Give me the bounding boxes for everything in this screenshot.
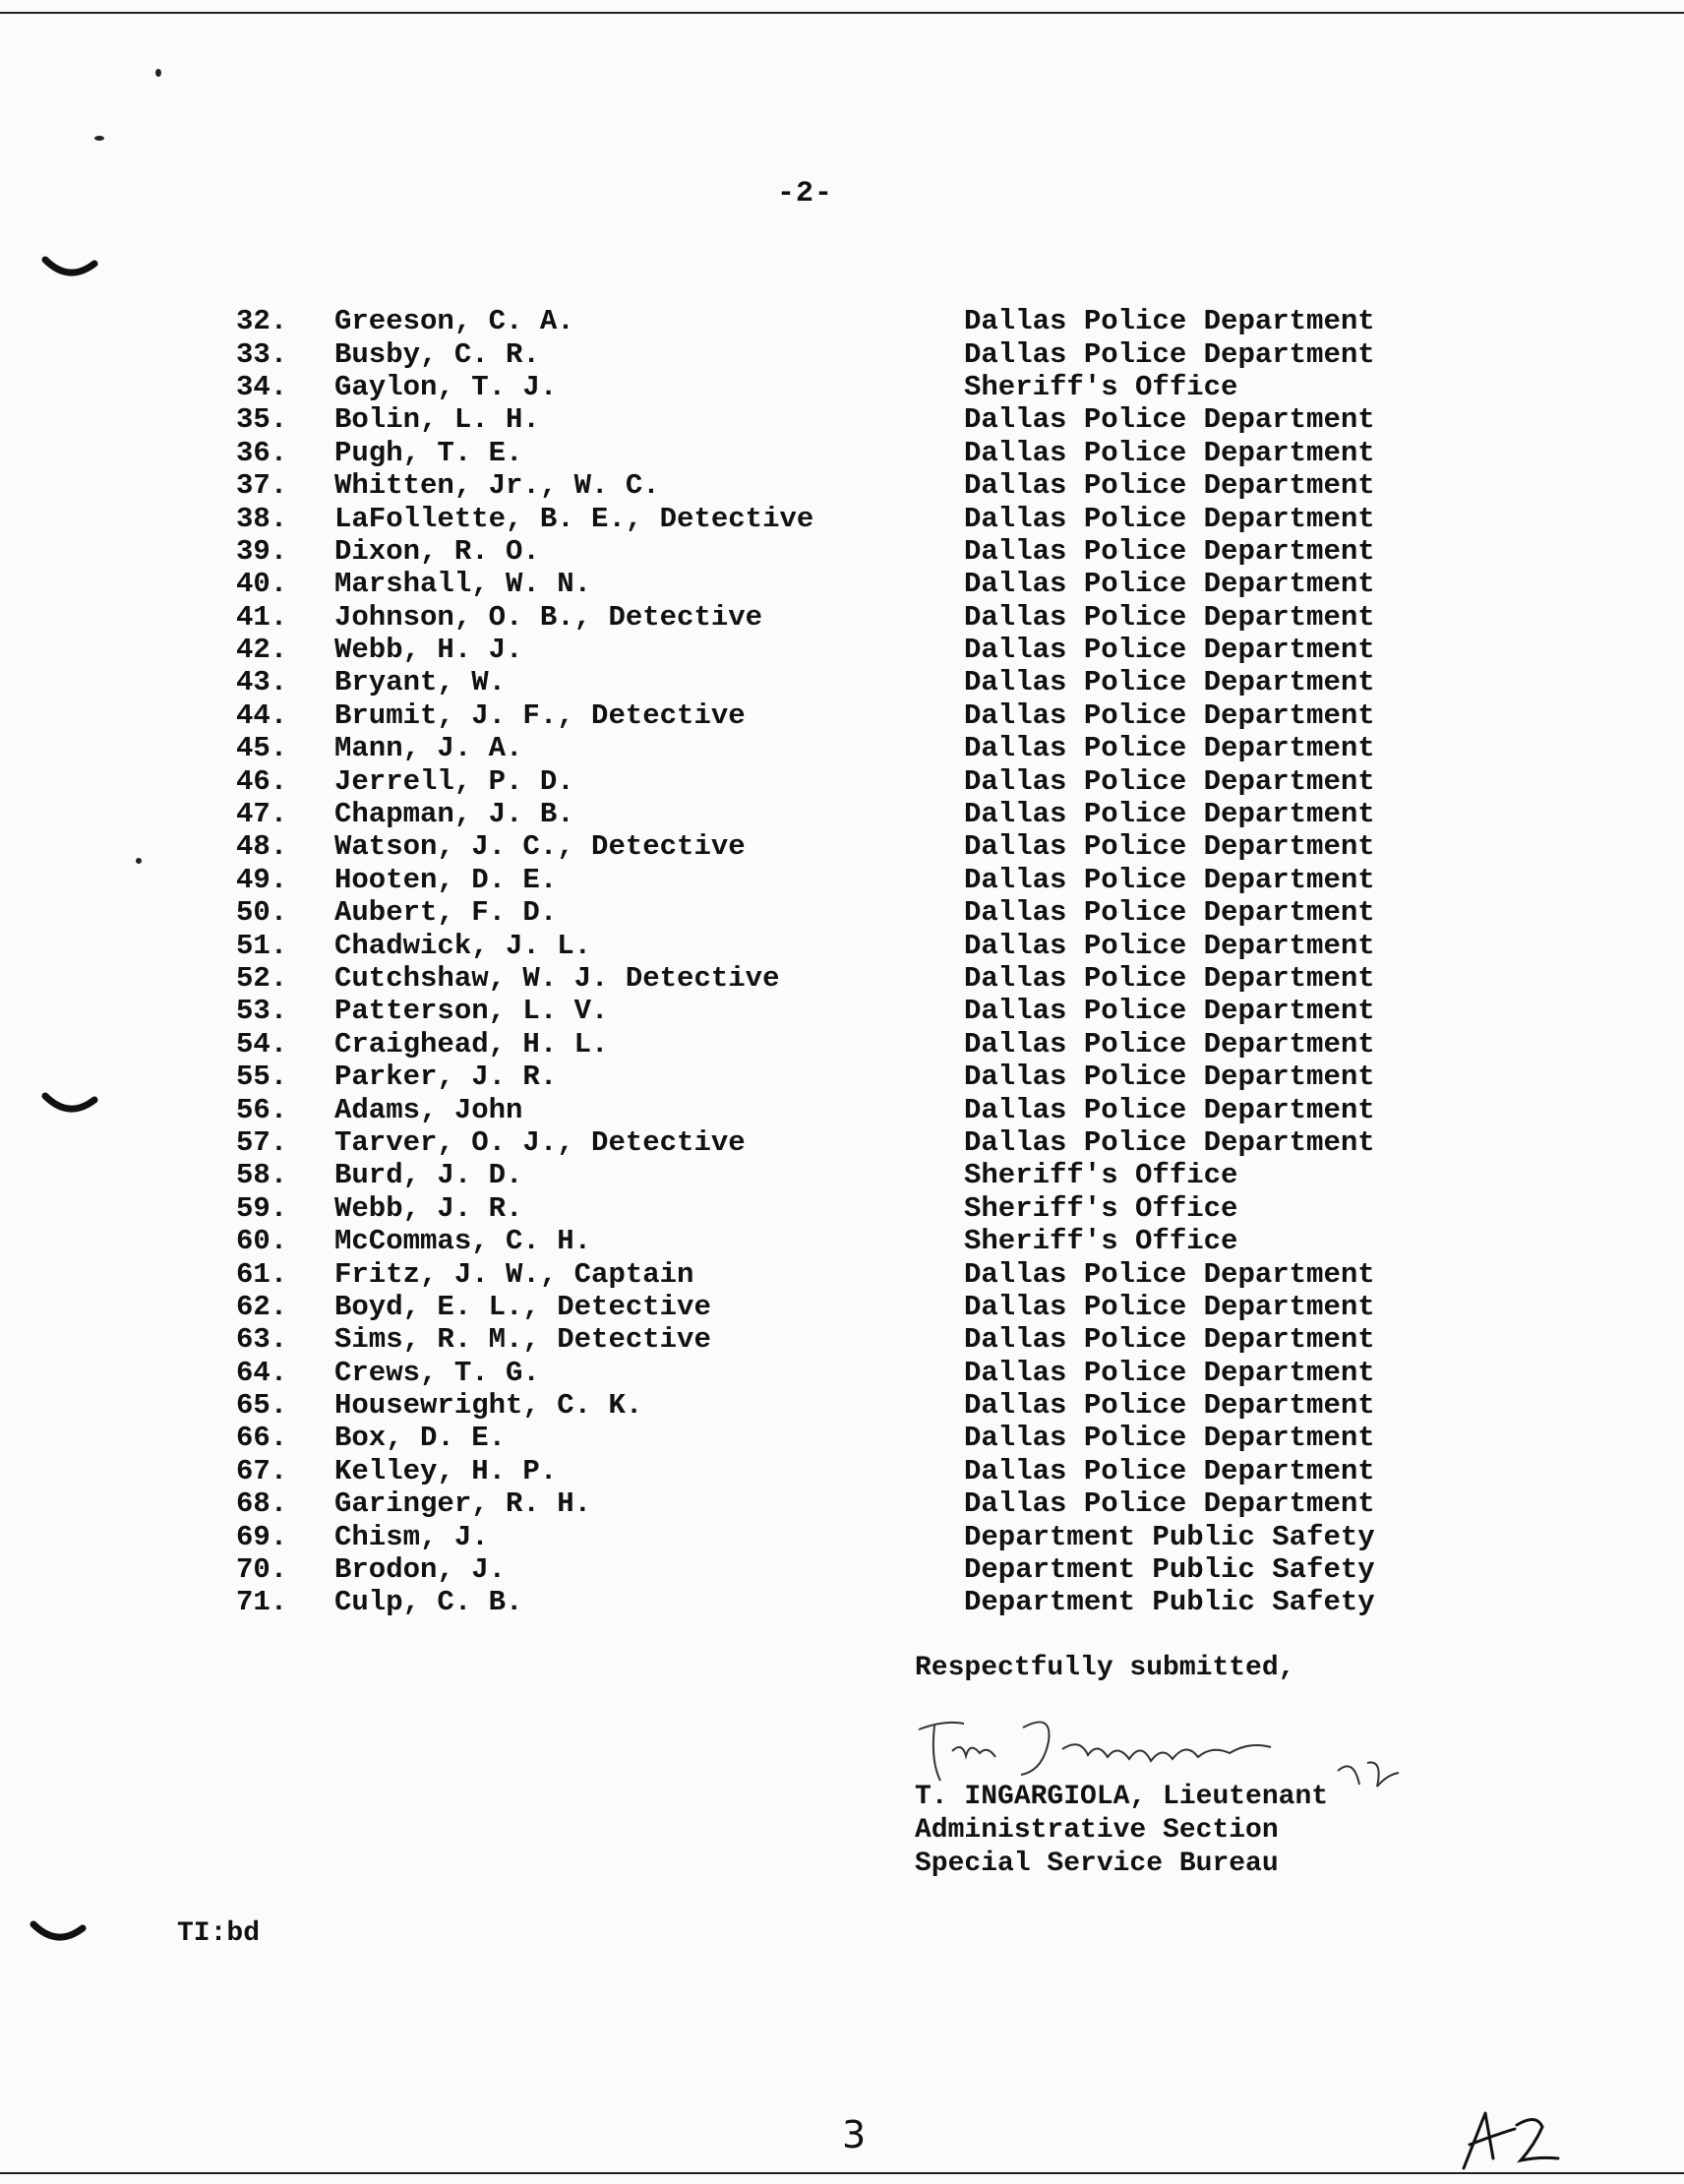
handwritten-a2-mark — [1456, 2105, 1564, 2174]
roster-agency: Dallas Police Department — [964, 896, 1375, 930]
roster-row — [236, 1028, 1436, 1061]
roster-number: 49. — [236, 863, 288, 896]
roster-number: 67. — [236, 1454, 288, 1487]
roster-number: 37. — [236, 469, 288, 503]
roster-agency: Dallas Police Department — [964, 1487, 1375, 1521]
roster-name: Bryant, W. — [334, 666, 507, 699]
roster-agency: Dallas Police Department — [964, 600, 1375, 634]
roster-number: 44. — [236, 698, 288, 732]
roster-row — [236, 929, 1436, 961]
roster-name: Busby, C. R. — [334, 337, 540, 371]
roster-number: 40. — [236, 568, 288, 601]
roster-agency: Dallas Police Department — [964, 962, 1375, 995]
roster-number: 52. — [236, 962, 288, 995]
roster-name: Fritz, J. W., Captain — [334, 1257, 694, 1291]
signer-name-title: T. INGARGIOLA, Lieutenant — [915, 1782, 1329, 1812]
roster-name: Johnson, O. B., Detective — [334, 600, 763, 634]
roster-number: 42. — [236, 634, 288, 667]
scan-speck — [155, 69, 161, 77]
roster-agency: Department Public Safety — [964, 1586, 1375, 1619]
roster-number: 39. — [236, 534, 288, 568]
roster-number: 55. — [236, 1061, 288, 1094]
roster-number: 47. — [236, 798, 288, 831]
roster-row — [236, 403, 1436, 436]
roster-name: Pugh, T. E. — [334, 436, 523, 469]
roster-row — [236, 502, 1436, 534]
roster-name: Housewright, C. K. — [334, 1389, 643, 1423]
roster-row — [236, 437, 1436, 469]
roster-number: 51. — [236, 929, 288, 962]
roster-row — [236, 1257, 1436, 1290]
roster-name: Chapman, J. B. — [334, 798, 574, 831]
roster-name: Brumit, J. F., Detective — [334, 698, 746, 732]
roster-row — [236, 732, 1436, 764]
punch-hole-mark — [30, 1918, 89, 1948]
roster-number: 48. — [236, 830, 288, 864]
roster-row — [236, 1093, 1436, 1125]
roster-row — [236, 1192, 1436, 1225]
roster-name: Watson, J. C., Detective — [334, 830, 746, 864]
roster-name: Culp, C. B. — [334, 1586, 523, 1619]
roster-name: Kelley, H. P. — [334, 1454, 558, 1487]
roster-agency: Dallas Police Department — [964, 798, 1375, 831]
roster-name: Dixon, R. O. — [334, 534, 540, 568]
roster-agency: Dallas Police Department — [964, 1389, 1375, 1423]
roster-agency: Sheriff's Office — [964, 1225, 1238, 1258]
roster-row — [236, 469, 1436, 502]
closing-line: Respectfully submitted, — [915, 1653, 1295, 1683]
roster-row — [236, 1291, 1436, 1323]
roster-name: Hooten, D. E. — [334, 863, 558, 896]
roster-agency: Dallas Police Department — [964, 1422, 1375, 1455]
roster-name: Sims, R. M., Detective — [334, 1323, 711, 1357]
roster-name: Crews, T. G. — [334, 1356, 540, 1389]
roster-agency: Dallas Police Department — [964, 995, 1375, 1028]
roster-agency: Dallas Police Department — [964, 1323, 1375, 1357]
scan-speck — [136, 858, 142, 864]
roster-number: 36. — [236, 436, 288, 469]
roster-row — [236, 601, 1436, 634]
roster-name: Adams, John — [334, 1093, 523, 1126]
roster-number: 71. — [236, 1586, 288, 1619]
roster-name: Webb, J. R. — [334, 1191, 523, 1225]
roster-name: Gaylon, T. J. — [334, 370, 558, 403]
roster-number: 57. — [236, 1125, 288, 1159]
roster-number: 32. — [236, 305, 288, 338]
scan-speck — [94, 136, 104, 141]
roster-number: 65. — [236, 1389, 288, 1423]
roster-agency: Dallas Police Department — [964, 1027, 1375, 1061]
punch-hole-mark — [41, 1090, 100, 1120]
roster-number: 33. — [236, 337, 288, 371]
page-top-edge — [0, 12, 1684, 14]
roster-row — [236, 1389, 1436, 1422]
roster-name: Mann, J. A. — [334, 732, 523, 765]
roster-row — [236, 1520, 1436, 1552]
roster-row — [236, 830, 1436, 863]
roster-agency: Dallas Police Department — [964, 403, 1375, 437]
roster-row — [236, 1357, 1436, 1389]
roster-number: 64. — [236, 1356, 288, 1389]
roster-number: 61. — [236, 1257, 288, 1291]
roster-agency: Sheriff's Office — [964, 370, 1238, 403]
roster-name: Craighead, H. L. — [334, 1027, 609, 1061]
roster-number: 58. — [236, 1159, 288, 1192]
roster-row — [236, 1553, 1436, 1586]
roster-name: Whitten, Jr., W. C. — [334, 469, 660, 503]
roster-agency: Department Public Safety — [964, 1520, 1375, 1553]
roster-agency: Dallas Police Department — [964, 1290, 1375, 1323]
roster-agency: Department Public Safety — [964, 1553, 1375, 1587]
roster-number: 68. — [236, 1487, 288, 1521]
roster-agency: Dallas Police Department — [964, 305, 1375, 338]
roster-name: Marshall, W. N. — [334, 568, 592, 601]
roster-number: 66. — [236, 1422, 288, 1455]
roster-row — [236, 1422, 1436, 1454]
signer-section: Administrative Section — [915, 1815, 1279, 1846]
roster-number: 62. — [236, 1290, 288, 1323]
roster-row — [236, 1586, 1436, 1618]
roster-row — [236, 699, 1436, 732]
roster-agency: Dallas Police Department — [964, 830, 1375, 864]
roster-number: 69. — [236, 1520, 288, 1553]
roster-name: Aubert, F. D. — [334, 896, 558, 930]
roster-agency: Dallas Police Department — [964, 863, 1375, 896]
roster-name: LaFollette, B. E., Detective — [334, 502, 814, 535]
roster-agency: Dallas Police Department — [964, 732, 1375, 765]
roster-number: 45. — [236, 732, 288, 765]
signer-bureau: Special Service Bureau — [915, 1849, 1279, 1879]
roster-name: Jerrell, P. D. — [334, 764, 574, 798]
roster-row — [236, 305, 1436, 337]
roster-number: 56. — [236, 1093, 288, 1126]
roster-name: Cutchshaw, W. J. Detective — [334, 962, 780, 995]
roster-agency: Dallas Police Department — [964, 1356, 1375, 1389]
roster-row — [236, 1159, 1436, 1191]
roster-row — [236, 666, 1436, 698]
roster-agency: Dallas Police Department — [964, 337, 1375, 371]
roster-name: Boyd, E. L., Detective — [334, 1290, 711, 1323]
roster-number: 38. — [236, 502, 288, 535]
roster-number: 35. — [236, 403, 288, 437]
roster-agency: Sheriff's Office — [964, 1191, 1238, 1225]
roster-row — [236, 337, 1436, 370]
roster-row — [236, 1126, 1436, 1159]
roster-name: Parker, J. R. — [334, 1061, 558, 1094]
handwritten-page-number: 3 — [842, 2113, 867, 2156]
roster-name: Garinger, R. H. — [334, 1487, 592, 1521]
roster-agency: Dallas Police Department — [964, 502, 1375, 535]
page-bottom-edge — [0, 2172, 1684, 2174]
roster-row — [236, 864, 1436, 896]
roster-row — [236, 634, 1436, 666]
roster-name: Burd, J. D. — [334, 1159, 523, 1192]
roster-agency: Dallas Police Department — [964, 568, 1375, 601]
roster-number: 41. — [236, 600, 288, 634]
roster-row — [236, 1323, 1436, 1356]
roster-name: Brodon, J. — [334, 1553, 507, 1587]
roster-row — [236, 1455, 1436, 1487]
roster-agency: Dallas Police Department — [964, 1061, 1375, 1094]
roster-number: 46. — [236, 764, 288, 798]
roster-agency: Dallas Police Department — [964, 1093, 1375, 1126]
roster-list — [236, 305, 1436, 1619]
roster-row — [236, 995, 1436, 1027]
roster-row — [236, 764, 1436, 797]
signature-block — [915, 1781, 1328, 1881]
roster-agency: Dallas Police Department — [964, 634, 1375, 667]
roster-row — [236, 371, 1436, 403]
roster-row — [236, 896, 1436, 929]
roster-row — [236, 1061, 1436, 1093]
roster-number: 59. — [236, 1191, 288, 1225]
roster-agency: Dallas Police Department — [964, 698, 1375, 732]
roster-row — [236, 962, 1436, 995]
roster-name: Box, D. E. — [334, 1422, 507, 1455]
roster-agency: Dallas Police Department — [964, 1125, 1375, 1159]
roster-row — [236, 798, 1436, 830]
roster-agency: Dallas Police Department — [964, 1257, 1375, 1291]
roster-number: 54. — [236, 1027, 288, 1061]
roster-agency: Dallas Police Department — [964, 764, 1375, 798]
roster-row — [236, 535, 1436, 568]
punch-hole-mark — [41, 254, 100, 283]
roster-row — [236, 1225, 1436, 1257]
roster-agency: Dallas Police Department — [964, 666, 1375, 699]
roster-row — [236, 1487, 1436, 1520]
roster-agency: Dallas Police Department — [964, 929, 1375, 962]
page-number: -2- — [777, 177, 834, 211]
roster-name: Tarver, O. J., Detective — [334, 1125, 746, 1159]
roster-number: 70. — [236, 1553, 288, 1587]
roster-number: 34. — [236, 370, 288, 403]
roster-name: Patterson, L. V. — [334, 995, 609, 1028]
roster-name: Webb, H. J. — [334, 634, 523, 667]
roster-name: Greeson, C. A. — [334, 305, 574, 338]
roster-number: 43. — [236, 666, 288, 699]
roster-row — [236, 568, 1436, 600]
roster-number: 53. — [236, 995, 288, 1028]
typist-initials: TI:bd — [177, 1918, 261, 1949]
roster-name: Bolin, L. H. — [334, 403, 540, 437]
roster-number: 63. — [236, 1323, 288, 1357]
roster-name: Chadwick, J. L. — [334, 929, 592, 962]
roster-agency: Dallas Police Department — [964, 534, 1375, 568]
roster-number: 50. — [236, 896, 288, 930]
roster-name: McCommas, C. H. — [334, 1225, 592, 1258]
roster-number: 60. — [236, 1225, 288, 1258]
roster-agency: Dallas Police Department — [964, 1454, 1375, 1487]
roster-agency: Dallas Police Department — [964, 469, 1375, 503]
roster-name: Chism, J. — [334, 1520, 489, 1553]
roster-agency: Dallas Police Department — [964, 436, 1375, 469]
roster-agency: Sheriff's Office — [964, 1159, 1238, 1192]
